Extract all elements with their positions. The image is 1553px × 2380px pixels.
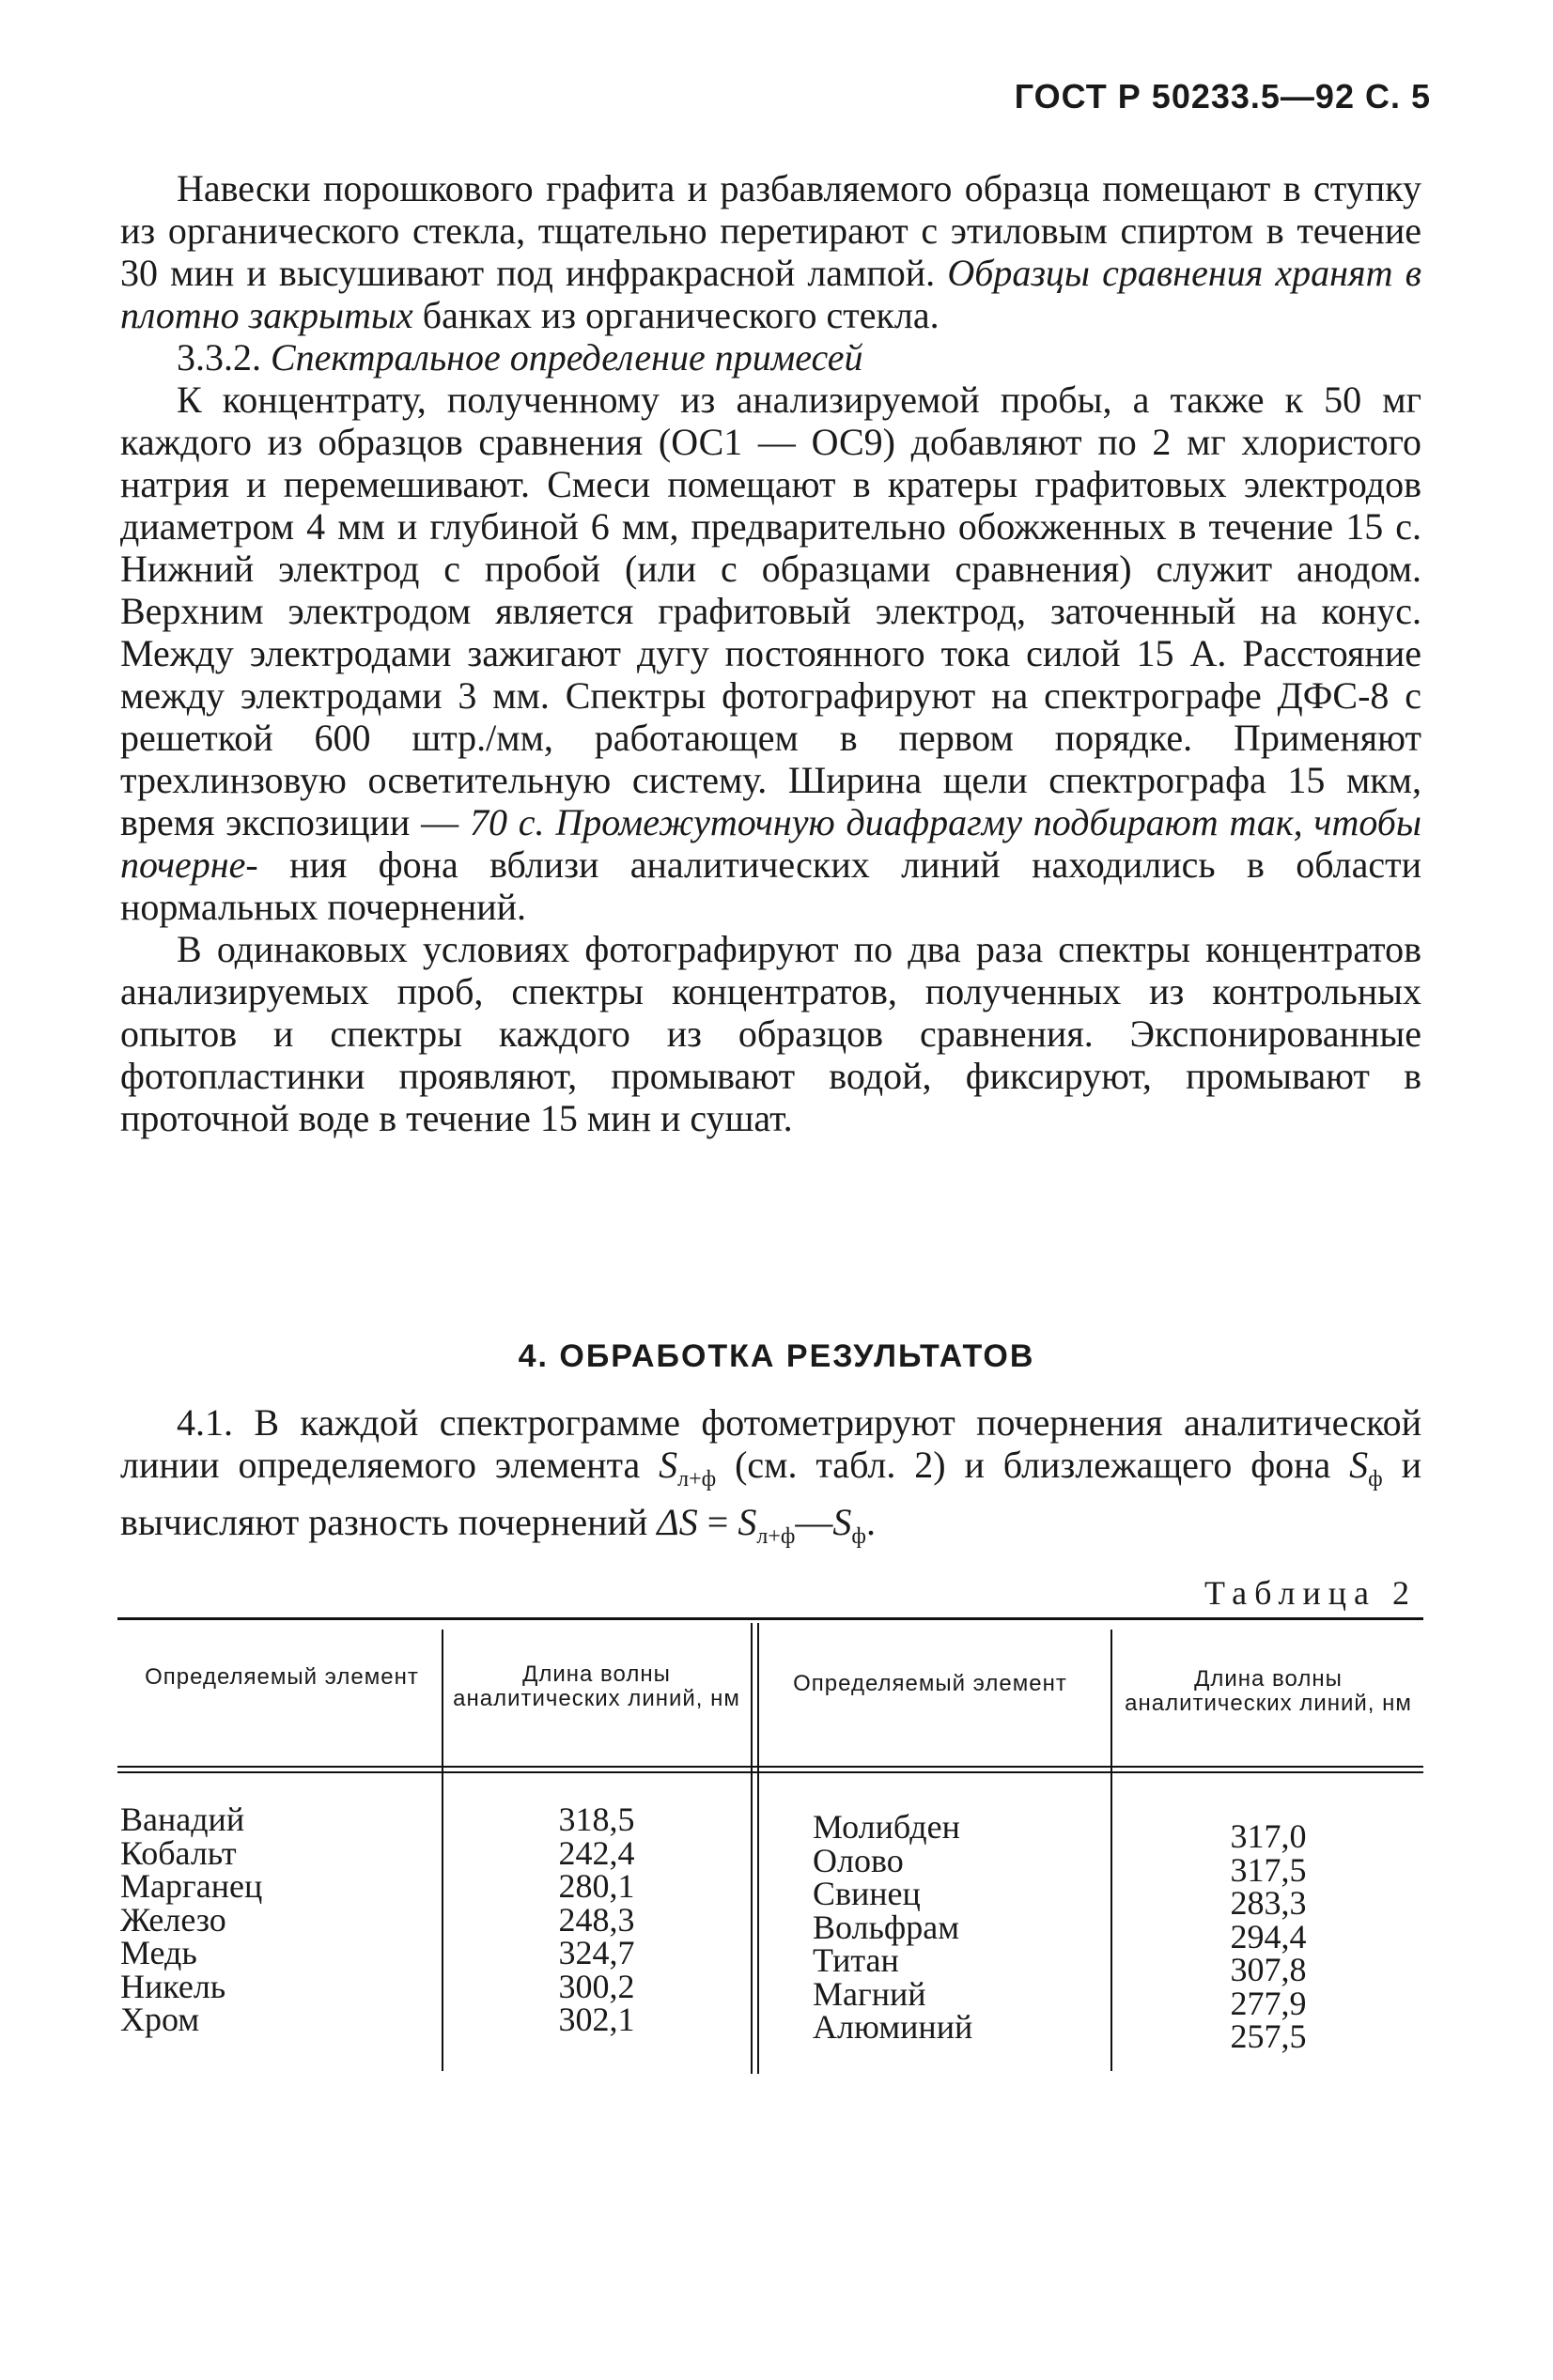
table-cell: 280,1 — [558, 1867, 635, 1905]
table-cell: Кобальт — [120, 1833, 237, 1872]
paragraph-procedure: К концентрату, полученному из анализируемой пробы, а также к 50 мг каждого из образцов сравнения (ОС1 — ОС9) добавляют по 2 мг хлористого натрия и перемешивают. Смеси помещают в кратеры графитовых электродов диаметром 4 мм и глубиной 6 мм, предварительно обожженных в течение 15 с. Нижний электрод с пробой (или с образцами сравнения) служит анодом. Верхним электродом является графитовый электрод, заточенный на конус. Между электродами зажигают дугу постоянного тока силой 15 А. Расстояние между электродами 3 мм. Спектры фотографируют на спектрографе ДФС-8 с решеткой 600 штр./мм, работающем в первом порядке. Применяют трехлинзовую осветительную систему. Ширина щели спектрографа 15 мкм, время экспозиции — 70 с. Промежуточную диафрагму подбирают так, чтобы почерне- ния фона вблизи аналитических линий находились в области нормальных почернений. — [120, 379, 1422, 928]
table-cell: Титан — [813, 1941, 899, 1979]
table-cell: 302,1 — [558, 2001, 635, 2038]
table-cell: 317,5 — [1230, 1850, 1307, 1889]
table-cell: 294,4 — [1230, 1917, 1307, 1955]
page-header: ГОСТ Р 50233.5—92 С. 5 — [1014, 77, 1431, 116]
header-wavelength-right: Длина волны аналитических линий, нм — [1125, 1666, 1412, 1716]
column-wavelengths-right — [1160, 1817, 1376, 2055]
column-elements-left — [120, 1800, 263, 2038]
header-element-right: Определяемый элемент — [793, 1671, 1067, 1696]
header-wavelength-left: Длина волны аналитических линий, нм — [453, 1661, 740, 1711]
table-cell: Магний — [813, 1974, 926, 2013]
header-element-left: Определяемый элемент — [145, 1664, 419, 1690]
table-cell: Марганец — [120, 1867, 263, 1905]
table-cell: 318,5 — [558, 1800, 635, 1838]
column-wavelengths-left — [489, 1800, 705, 2038]
paragraph-photography: В одинаковых условиях фотографируют по два раза спектры концентратов анализируемых проб, спектры концентратов, полученных из контрольных опытов и спектры каждого из образцов сравнения. Экспонированные фотопластинки проявляют, промывают водой, фиксируют, промывают в проточной воде в течение 15 мин и сушат. — [120, 928, 1421, 1139]
table-cell: Олово — [813, 1841, 904, 1879]
table-cell: Молибден — [813, 1808, 960, 1846]
table-cell: Алюминий — [813, 2008, 973, 2046]
table-divider — [1110, 1630, 1112, 2071]
table-cell: 317,0 — [1230, 1817, 1307, 1855]
table-cell: 300,2 — [558, 1967, 635, 2005]
table-top-rule — [117, 1617, 1423, 1620]
table-cell: 283,3 — [1230, 1884, 1307, 1922]
table-caption: Таблица 2 — [1204, 1574, 1417, 1612]
table-divider — [751, 1623, 753, 2074]
body-text — [120, 167, 1421, 1139]
paragraph-results: 4.1. В каждой спектрограмме фотометрируют почернения аналитической линии определяемого элемента $S_{л+ф}$ (см. табл. 2) и близлежащего фона $S_ф$ и вычисляют разность почернений $\Delta S = S_{л+ф}—S_ф$. — [120, 1401, 1421, 1549]
table-cell: 307,8 — [1230, 1951, 1307, 1988]
subsection-heading: 3.3.2. Спектральное определение примесей — [177, 336, 863, 379]
paragraph-sample-prep: Навески порошкового графита и разбавляемого образца помещают в ступку из органического стекла, тщательно перетирают с этиловым спиртом в течение 30 мин и высушивают под инфракрасной лампой. Образцы сравнения хранят в плотно закрытых банках из органического стекла. — [120, 167, 1422, 336]
table-cell: 324,7 — [558, 1934, 635, 1971]
section-title: 4. ОБРАБОТКА РЕЗУЛЬТАТОВ — [518, 1338, 1035, 1374]
table-cell: Железо — [120, 1900, 226, 1939]
column-elements-right — [813, 1808, 973, 2046]
section-text — [120, 1401, 1421, 1558]
table-divider — [757, 1623, 759, 2074]
table-cell: Медь — [120, 1934, 197, 1971]
table-cell: Ванадий — [120, 1800, 245, 1838]
table-cell: Вольфрам — [813, 1908, 960, 1946]
table-cell: Никель — [120, 1967, 226, 2005]
table-header-rule — [117, 1766, 1423, 1768]
table-cell: 257,5 — [1230, 2017, 1307, 2055]
table-cell: Свинец — [813, 1875, 921, 1912]
table-cell: 248,3 — [558, 1900, 635, 1939]
table-cell: 242,4 — [558, 1833, 635, 1872]
table-divider — [442, 1630, 443, 2071]
table-header-rule-double — [117, 1771, 1423, 1773]
table-cell: Хром — [120, 2001, 200, 2038]
table-cell: 277,9 — [1230, 1984, 1307, 2022]
